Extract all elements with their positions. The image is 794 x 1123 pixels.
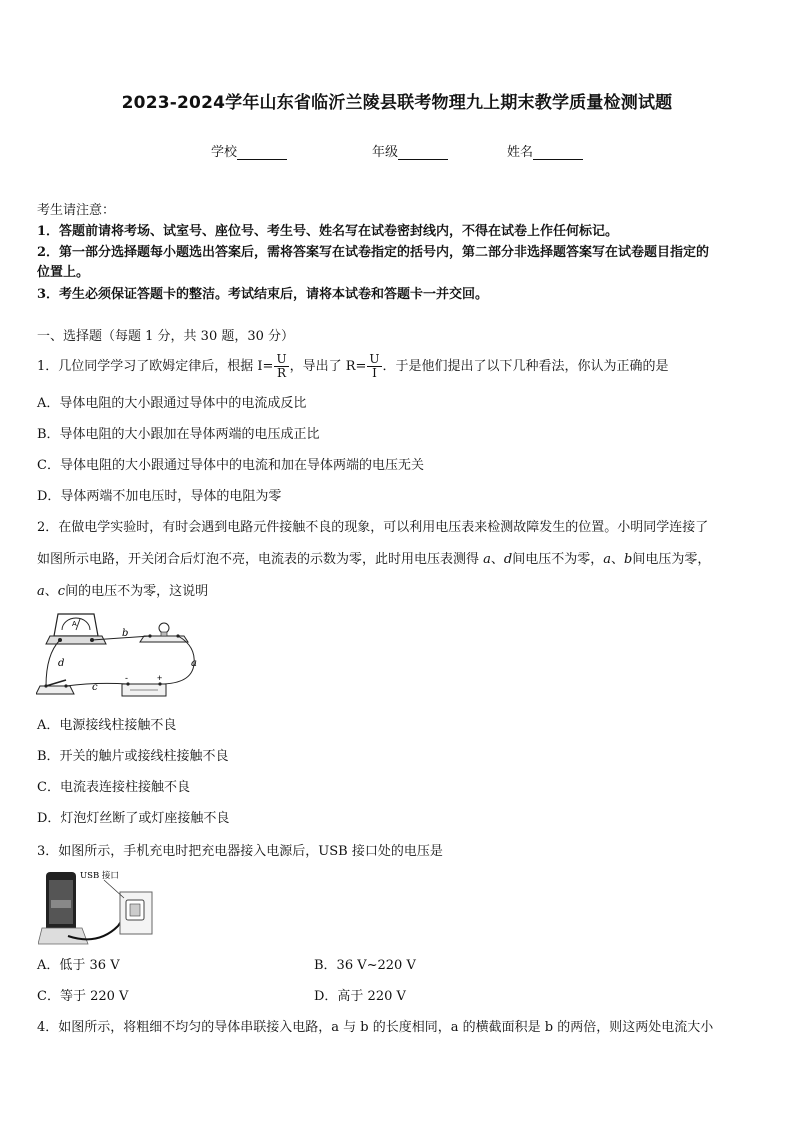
- ammeter-label: A: [72, 621, 77, 628]
- notice-item-2-cont: 位置上。: [37, 265, 90, 280]
- q1-option-d: D．导体两端不加电压时，导体的电阻为零: [37, 489, 282, 504]
- notice-item-1: 1．答题前请将考场、试室号、座位号、考生号、姓名写在试卷密封线内，不得在试卷上作任何标记。: [37, 224, 619, 239]
- school-label: 学校: [211, 145, 238, 160]
- q3-option-b: B．36 V~220 V: [314, 958, 416, 973]
- q2-option-c: C．电流表连接柱接触不良: [37, 780, 190, 795]
- grade-field: [372, 141, 448, 160]
- grade-label: 年级: [372, 145, 399, 160]
- battery-minus: -: [125, 673, 128, 683]
- charger-plug-icon: [120, 892, 152, 934]
- q2-option-d: D．灯泡灯丝断了或灯座接触不良: [37, 811, 230, 826]
- question-2-line-3: a、c间的电压不为零，这说明: [37, 584, 209, 599]
- usb-pointer-line: [104, 880, 124, 898]
- switch-icon: [36, 680, 74, 694]
- usb-label: USB 接口: [80, 871, 119, 881]
- question-1-stem: [37, 353, 669, 380]
- circuit-diagram: [36, 606, 200, 712]
- q1-text-pre: 1．几位同学学习了欧姆定律后，根据 I=: [37, 359, 274, 374]
- lamp-icon: [140, 623, 188, 642]
- phone-charger-figure: [38, 866, 162, 948]
- notice-heading: 考生请注意：: [37, 203, 116, 218]
- name-field: [507, 141, 583, 160]
- name-blank: [533, 147, 583, 160]
- school-field: [211, 141, 287, 160]
- notice-item-2: 2．第一部分选择题每小题选出答案后，需将答案写在试卷指定的括号内，第二部分非选择题答案写在试卷题目指定的: [37, 245, 710, 260]
- grade-blank: [398, 147, 448, 160]
- battery-plus: +: [157, 673, 163, 683]
- phone-icon: [38, 872, 88, 944]
- point-b-label: b: [122, 628, 129, 639]
- point-d-label: d: [58, 658, 65, 669]
- name-label: 姓名: [507, 145, 534, 160]
- point-a-label: a: [191, 658, 197, 669]
- ohm-fraction-1: $\frac{U}{R}$: [276, 352, 287, 380]
- q1-option-c: C．导体电阻的大小跟通过导体中的电流和加在导体两端的电压无关: [37, 458, 424, 473]
- question-2-line-2: 如图所示电路，开关闭合后灯泡不亮，电流表的示数为零，此时用电压表测得 a、d间电压不为零，a、b间电压为零，: [37, 552, 711, 567]
- school-blank: [237, 147, 287, 160]
- question-3-stem: 3．如图所示，手机充电时把充电器接入电源后，USB 接口处的电压是: [37, 844, 443, 859]
- q1-option-a: A．导体电阻的大小跟通过导体中的电流成反比: [37, 396, 307, 411]
- q2-option-a: A．电源接线柱接触不良: [37, 718, 177, 733]
- ohm-fraction-2: $\frac{U}{I}$: [369, 352, 380, 380]
- q3-option-c: C．等于 220 V: [37, 989, 129, 1004]
- q1-text-mid: ，导出了 R=: [289, 359, 367, 374]
- q3-option-d: D．高于 220 V: [314, 989, 406, 1004]
- q1-option-b: B．导体电阻的大小跟加在导体两端的电压成正比: [37, 427, 320, 442]
- q3-option-a: A．低于 36 V: [37, 958, 120, 973]
- point-c-label: c: [92, 682, 98, 693]
- q1-text-post: ．于是他们提出了以下几种看法，你认为正确的是: [382, 359, 669, 374]
- question-4-stem: 4．如图所示，将粗细不均匀的导体串联接入电路，a 与 b 的长度相同，a 的横截面积是 b 的两倍，则这两处电流大小: [37, 1020, 714, 1035]
- question-2-line-1: 2．在做电学实验时，有时会遇到电路元件接触不良的现象，可以利用电压表来检测故障发生的位置。小明同学连接了: [37, 520, 709, 535]
- notice-item-3: 3．考生必须保证答题卡的整洁。考试结束后，请将本试卷和答题卡一并交回。: [37, 287, 489, 302]
- battery-icon: [122, 682, 166, 696]
- page-title: 2023-2024学年山东省临沂兰陵县联考物理九上期末教学质量检测试题: [121, 93, 673, 113]
- section-heading: 一、选择题（每题 1 分，共 30 题，30 分）: [37, 329, 295, 344]
- q2-option-b: B．开关的触片或接线柱接触不良: [37, 749, 229, 764]
